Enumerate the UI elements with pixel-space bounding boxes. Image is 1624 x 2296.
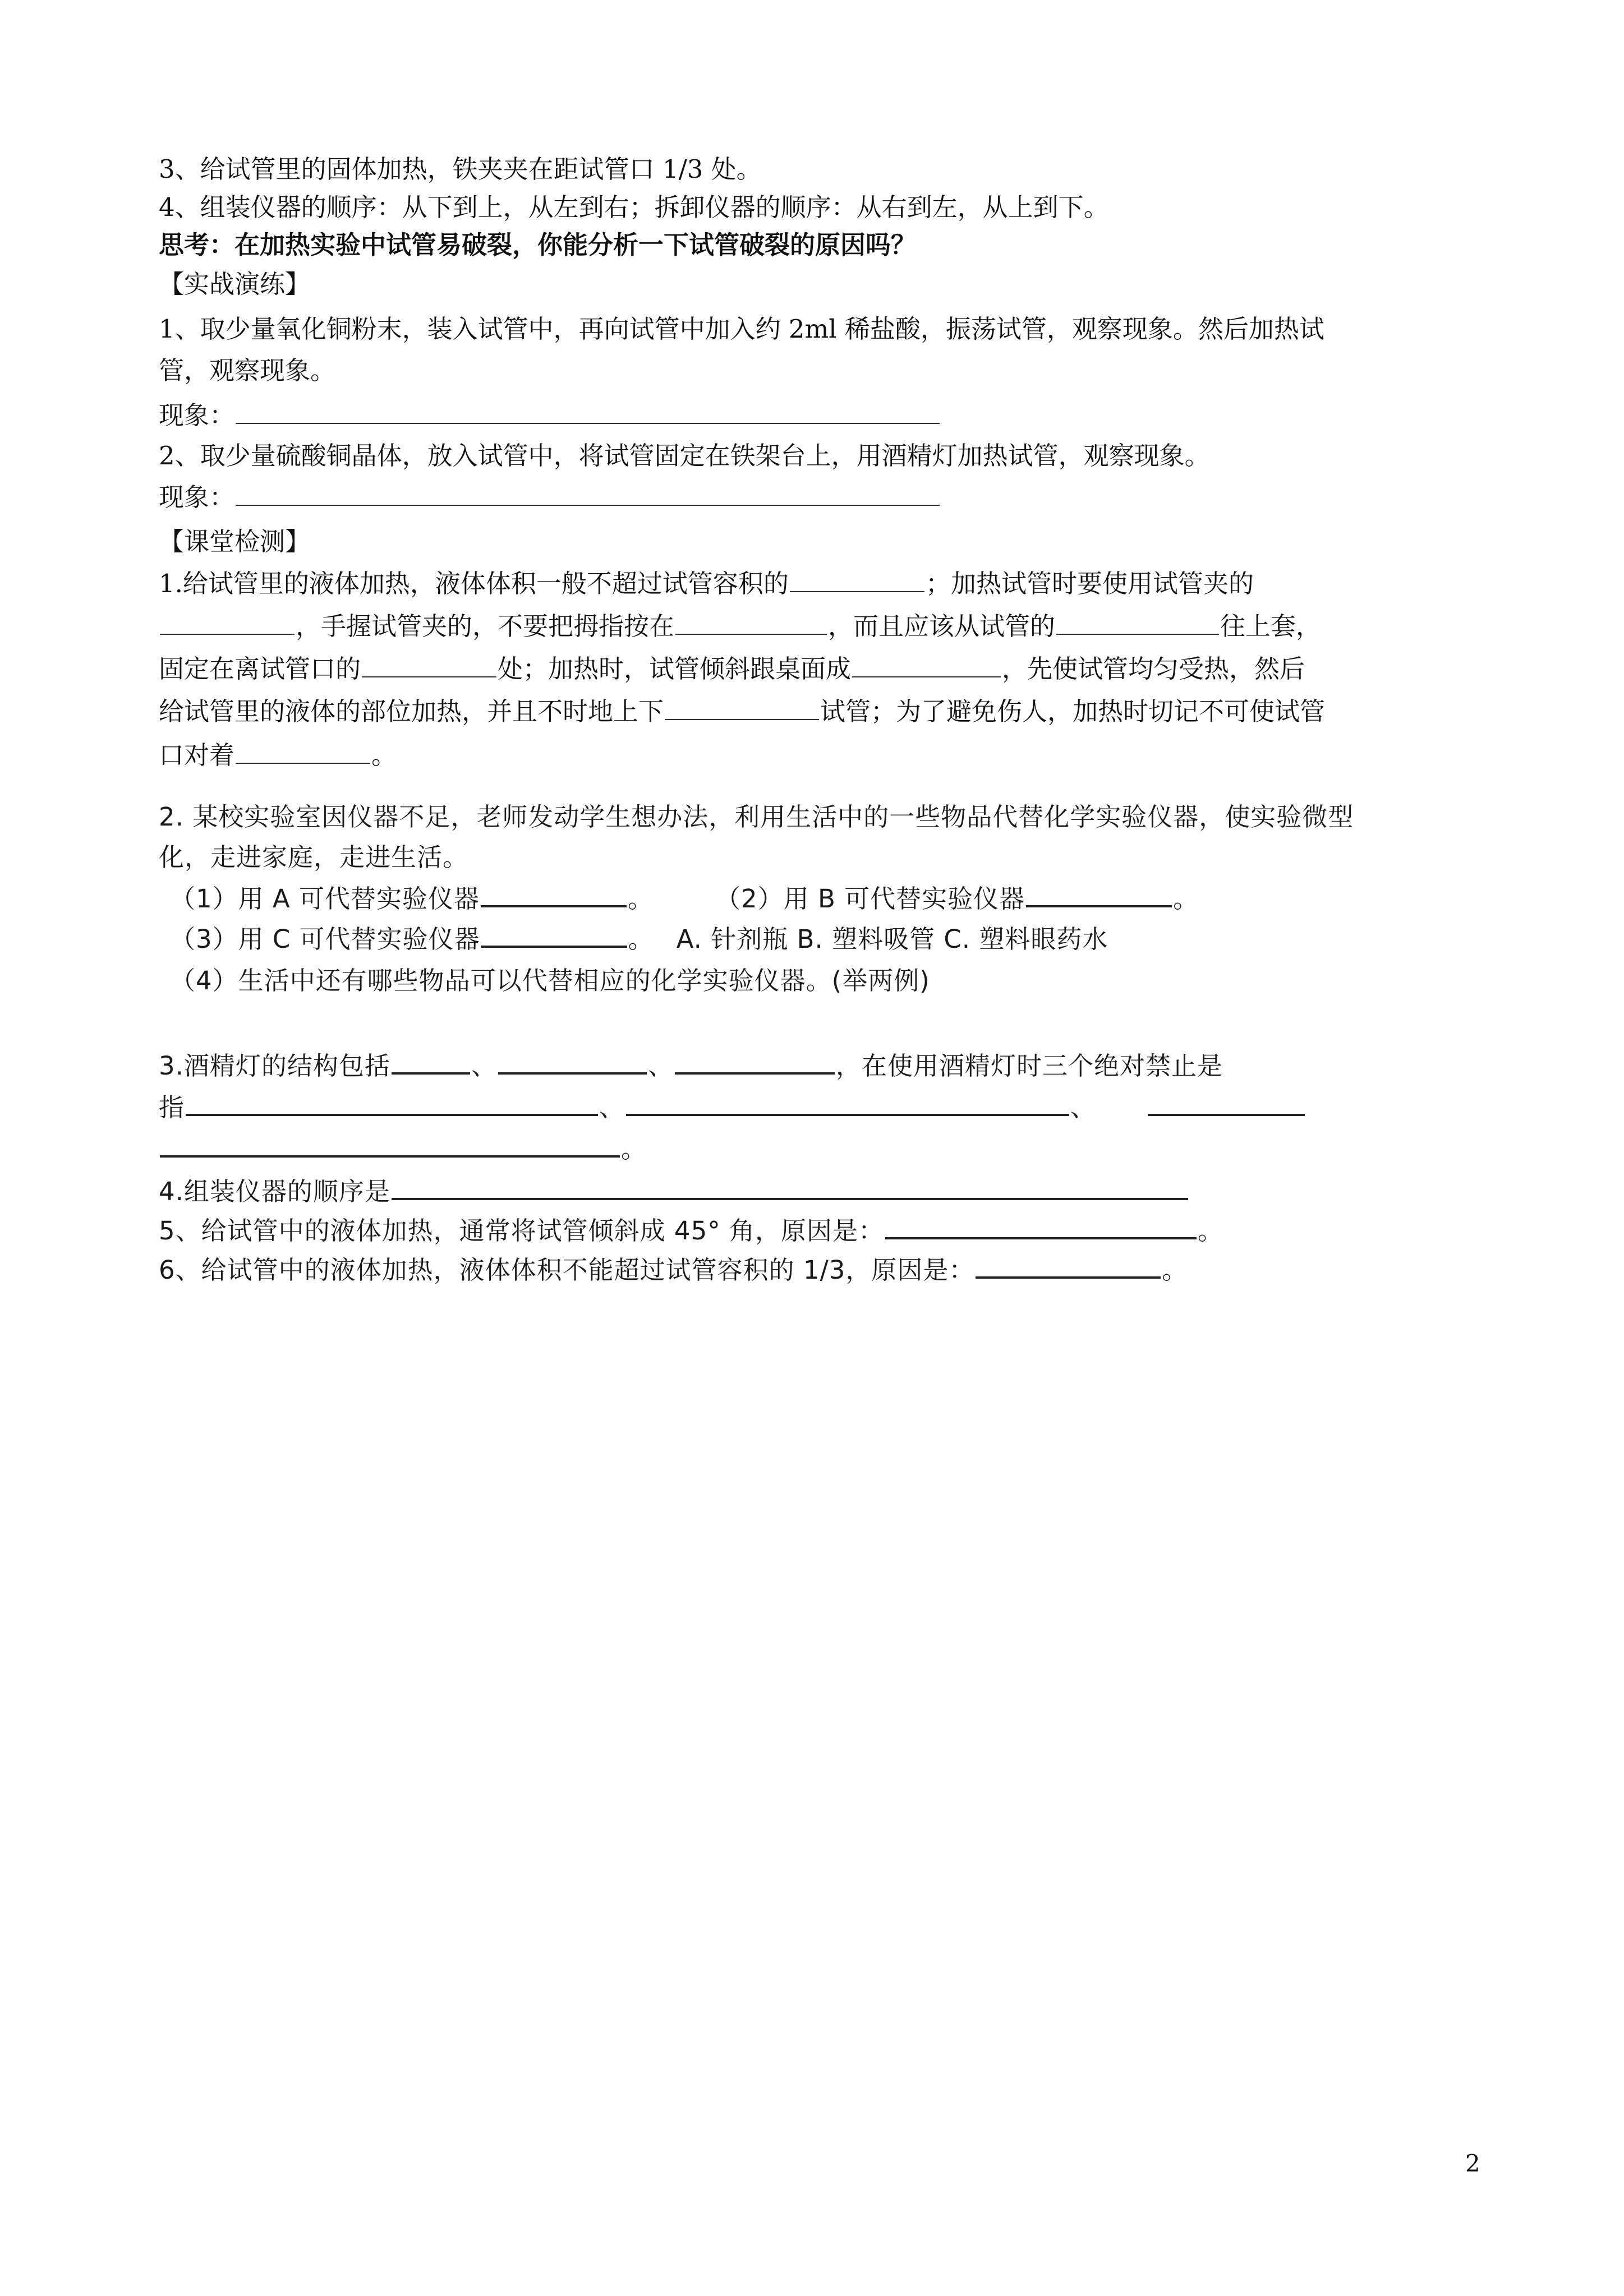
q1-text: 给试管里的液体的部位加热，并且不时地上下 — [159, 697, 664, 726]
q3-text: 指 — [159, 1092, 185, 1122]
q2-dot: 。 — [628, 884, 654, 914]
q3-text: 3.酒精灯的结构包括 — [159, 1051, 390, 1081]
q2-blank-c[interactable] — [481, 926, 627, 948]
q2-blank-a[interactable] — [481, 886, 627, 907]
q3-blank-5[interactable] — [626, 1095, 1069, 1116]
q3-text: ，在使用酒精灯时三个绝对禁止是 — [835, 1051, 1223, 1081]
q3-end: 。 — [621, 1134, 647, 1164]
check-q3-line2 — [159, 1091, 1306, 1124]
check-q2-line1: 2. 某校实验室因仪器不足，老师发动学生想办法，利用生活中的一些物品代替化学实验仪器，使实验微型 — [159, 802, 1354, 832]
check-q2-line2: 化，走进家庭，走进生活。 — [159, 842, 469, 872]
q2-options: A. 针剂瓶 B. 塑料吸管 C. 塑料眼药水 — [676, 924, 1108, 954]
q1-blank-1[interactable] — [790, 571, 924, 592]
q1-text: 口对着 — [159, 740, 235, 770]
q6-blank[interactable] — [976, 1257, 1161, 1279]
q3-sep: 、 — [647, 1051, 674, 1081]
q4-blank[interactable] — [392, 1179, 1188, 1200]
q3-blank-1[interactable] — [392, 1053, 470, 1075]
q3-blank-7[interactable] — [160, 1136, 620, 1158]
think-question: 思考：在加热实验中试管易破裂，你能分析一下试管破裂的原因吗？ — [159, 230, 917, 260]
check-q2-part-4: （4）生活中还有哪些物品可以代替相应的化学实验仪器。(举两例) — [170, 966, 930, 995]
q5-text: 5、给试管中的液体加热，通常将试管倾斜成 45° 角，原因是： — [159, 1216, 885, 1246]
q2-dot: 。 — [1173, 884, 1199, 914]
q3-blank-6[interactable] — [1148, 1095, 1305, 1116]
q2-part-3: （3）用 C 可代替实验仪器 — [170, 924, 480, 954]
check-heading: 【课堂检测】 — [159, 527, 311, 556]
q1-text: ；加热试管时要使用试管夹的 — [925, 569, 1254, 598]
q2-dot: 。 — [628, 924, 654, 954]
q1-blank-7[interactable] — [665, 699, 819, 720]
q1-text: ，手握试管夹的，不要把拇指按在 — [296, 611, 675, 641]
phenomenon-2-blank[interactable] — [236, 485, 940, 506]
practice-heading: 【实战演练】 — [159, 269, 311, 299]
q6-text: 6、给试管中的液体加热，液体体积不能超过试管容积的 1/3，原因是： — [159, 1255, 975, 1285]
check-q5 — [159, 1215, 1223, 1247]
q3-sep: 、 — [471, 1051, 497, 1081]
q2-part-1: （1）用 A 可代替实验仪器 — [170, 884, 480, 914]
q1-blank-3[interactable] — [675, 614, 827, 635]
q1-text: 处；加热时，试管倾斜跟桌面成 — [498, 654, 852, 684]
q4-text: 4.组装仪器的顺序是 — [159, 1177, 390, 1206]
q6-end: 。 — [1162, 1255, 1188, 1285]
q1-text: ，先使试管均匀受热，然后 — [1002, 654, 1305, 684]
practice-phenomenon-2 — [159, 481, 941, 514]
check-q1-line2 — [159, 610, 1321, 643]
q2-blank-b[interactable] — [1026, 886, 1172, 907]
q3-sep: 、 — [1070, 1092, 1097, 1122]
q1-text: 。 — [371, 740, 397, 770]
phenomenon-label: 现象： — [159, 400, 235, 430]
check-q6 — [159, 1254, 1188, 1287]
q3-sep: 、 — [599, 1092, 625, 1122]
q1-text: 1.给试管里的液体加热，液体体积一般不超过试管容积的 — [159, 569, 789, 598]
check-q1-line1 — [159, 568, 1254, 600]
q1-blank-4[interactable] — [1056, 614, 1219, 635]
check-q1-line3 — [159, 653, 1305, 685]
phenomenon-1-blank[interactable] — [236, 403, 940, 424]
q2-part-2: （2）用 B 可代替实验仪器 — [715, 884, 1025, 914]
practice-phenomenon-1 — [159, 399, 941, 432]
q1-blank-6[interactable] — [852, 656, 1001, 677]
check-q3-line3 — [159, 1133, 647, 1165]
q3-blank-3[interactable] — [675, 1053, 835, 1075]
check-q2-part-3 — [170, 923, 1108, 956]
phenomenon-label: 现象： — [159, 482, 235, 512]
q5-end: 。 — [1198, 1216, 1224, 1246]
check-q1-line4 — [159, 695, 1325, 728]
check-q4 — [159, 1175, 1189, 1208]
q1-text: ，而且应该从试管的 — [828, 611, 1056, 641]
q1-text: 试管；为了避免伤人，加热时切记不可使试管 — [820, 697, 1326, 726]
check-q1-line5 — [159, 739, 397, 772]
note-3: 3、给试管里的固体加热，铁夹夹在距试管口 1/3 处。 — [159, 154, 762, 184]
practice-q1-line2: 管，观察现象。 — [159, 356, 336, 385]
note-4: 4、组装仪器的顺序：从下到上，从左到右；拆卸仪器的顺序：从右到左，从上到下。 — [159, 192, 1109, 222]
q3-blank-4[interactable] — [186, 1095, 598, 1116]
q1-text: 往上套， — [1220, 611, 1322, 641]
q1-blank-2[interactable] — [160, 614, 295, 635]
check-q3-line1 — [159, 1050, 1223, 1082]
q1-blank-5[interactable] — [362, 656, 496, 677]
q1-text: 固定在离试管口的 — [159, 654, 361, 684]
page-number: 2 — [1465, 2150, 1480, 2177]
q5-blank[interactable] — [885, 1218, 1197, 1239]
q3-blank-2[interactable] — [498, 1053, 647, 1075]
practice-q2: 2、取少量硫酸铜晶体，放入试管中，将试管固定在铁架台上，用酒精灯加热试管，观察现象。 — [159, 441, 1210, 471]
q1-blank-8[interactable] — [236, 743, 370, 764]
practice-q1-line1: 1、取少量氧化铜粉末，装入试管中，再向试管中加入约 2ml 稀盐酸，振荡试管，观察现象。然后加热试 — [159, 314, 1324, 344]
check-q2-parts-1-2 — [170, 883, 1199, 915]
